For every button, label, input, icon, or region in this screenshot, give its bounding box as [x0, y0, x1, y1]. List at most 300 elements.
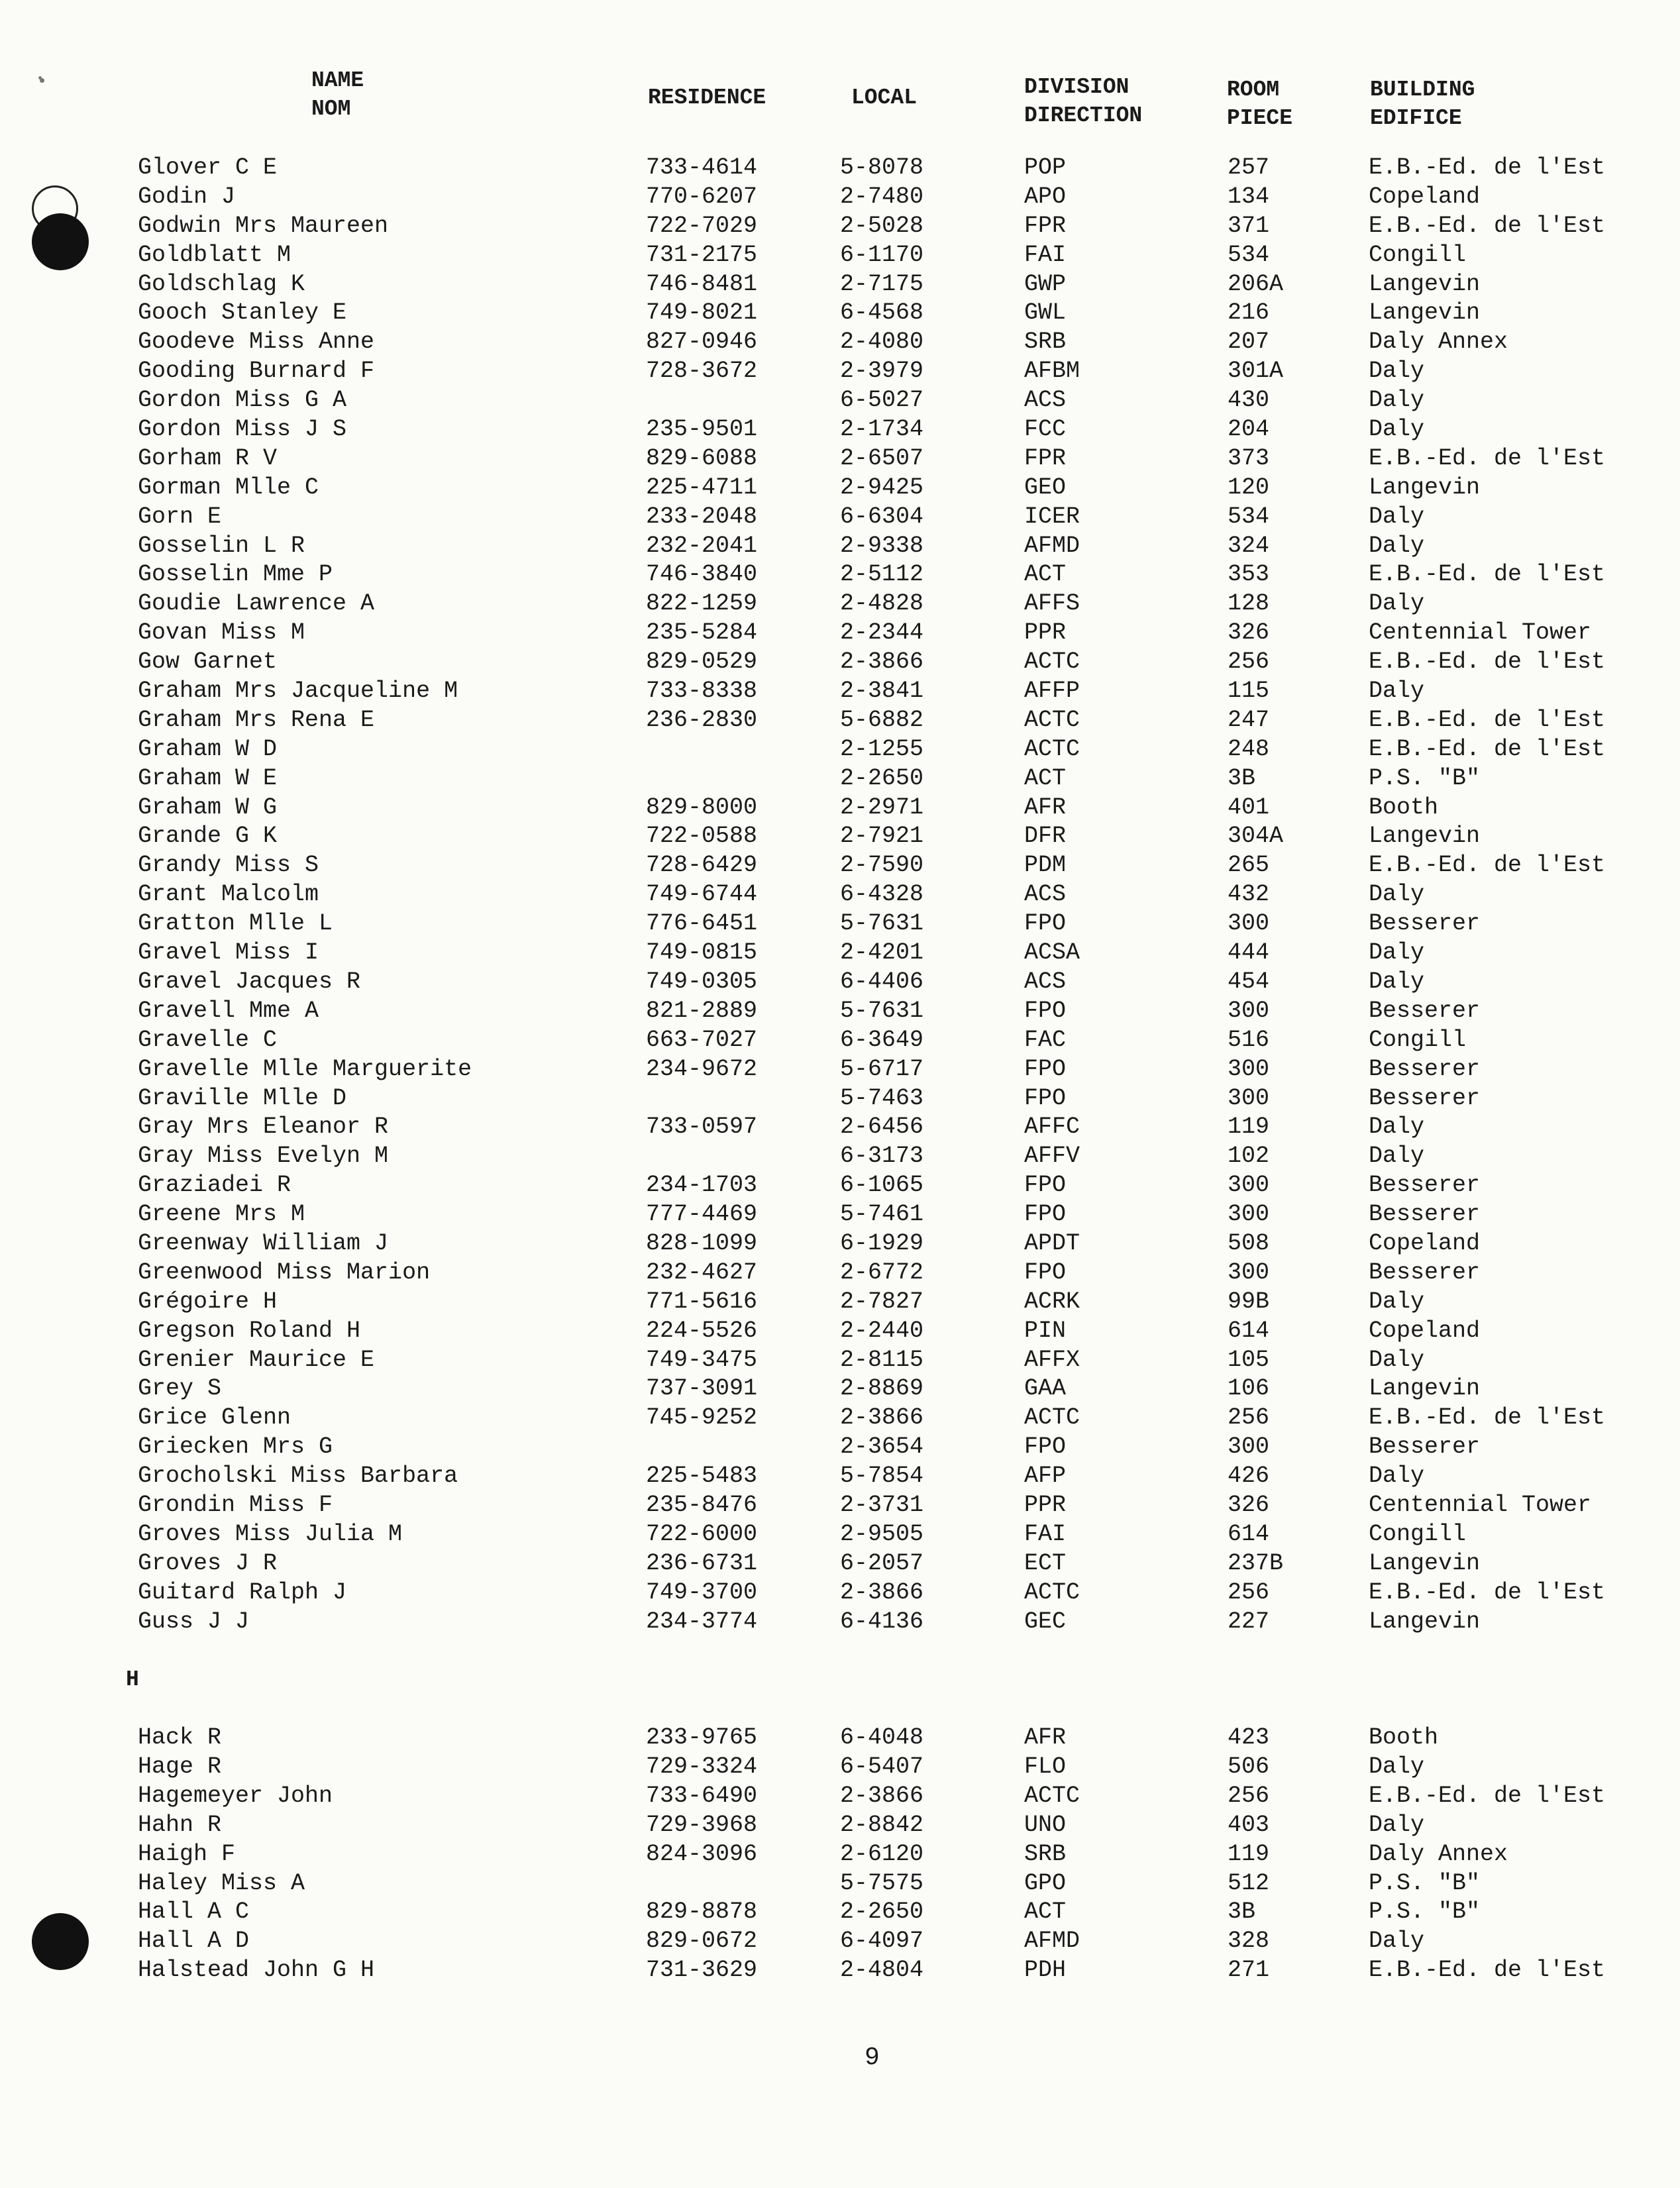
cell-div: PDM — [1024, 852, 1067, 879]
cell-name: Graham Mrs Rena E — [138, 706, 375, 733]
cell-div: GAA — [1024, 1375, 1067, 1402]
cell-bld: Daly — [1369, 1143, 1425, 1170]
cell-res: 733-8338 — [646, 678, 758, 705]
cell-bld: Besserer — [1369, 1201, 1481, 1228]
cell-res: 729-3968 — [646, 1811, 758, 1838]
cell-res: 234-1703 — [646, 1172, 758, 1199]
cell-div: FPO — [1024, 1433, 1067, 1461]
cell-room: 508 — [1228, 1229, 1270, 1257]
table-row — [0, 1898, 1680, 1927]
cell-loc: 6-4097 — [840, 1928, 924, 1955]
cell-bld: E.B.-Ed. de l'Est — [1369, 649, 1606, 676]
table-row — [0, 794, 1680, 823]
cell-name: Griecken Mrs G — [138, 1433, 333, 1461]
cell-room: 373 — [1228, 444, 1270, 472]
cell-loc: 6-2057 — [840, 1549, 924, 1577]
header-residence: RESIDENCE — [648, 85, 766, 110]
cell-div: AFR — [1024, 794, 1067, 821]
cell-res: 737-3091 — [646, 1375, 758, 1402]
cell-bld: Langevin — [1369, 270, 1481, 297]
cell-loc: 2-9425 — [840, 474, 924, 501]
cell-name: Haigh F — [138, 1840, 236, 1867]
cell-name: Govan Miss M — [138, 619, 305, 647]
cell-loc: 2-9338 — [840, 532, 924, 559]
cell-loc: 2-9505 — [840, 1520, 924, 1547]
table-row — [0, 183, 1680, 212]
cell-name: Halstead John G H — [138, 1957, 375, 1984]
header-division-en: DIVISION — [1024, 75, 1129, 99]
header-name-fr: NOM — [311, 97, 351, 121]
cell-bld: Booth — [1369, 794, 1439, 821]
cell-room: 237B — [1228, 1549, 1284, 1577]
table-row — [0, 1433, 1680, 1462]
cell-name: Graham W G — [138, 794, 278, 821]
cell-bld: Besserer — [1369, 1055, 1481, 1082]
table-row — [0, 1026, 1680, 1055]
cell-bld: P.S. "B" — [1369, 1899, 1481, 1926]
cell-loc: 2-6456 — [840, 1114, 924, 1141]
table-row — [0, 1549, 1680, 1579]
cell-loc: 5-7854 — [840, 1463, 924, 1490]
table-row — [0, 1346, 1680, 1375]
cell-bld: E.B.-Ed. de l'Est — [1369, 212, 1606, 239]
cell-name: Gratton Mlle L — [138, 910, 333, 937]
cell-loc: 6-1170 — [840, 241, 924, 268]
cell-room: 353 — [1228, 561, 1270, 588]
cell-loc: 6-6304 — [840, 503, 924, 530]
table-row — [0, 532, 1680, 561]
cell-res: 235-9501 — [646, 416, 758, 443]
table-row — [0, 1375, 1680, 1404]
cell-res: 746-3840 — [646, 561, 758, 588]
cell-bld: P.S. "B" — [1369, 1869, 1481, 1897]
cell-room: 326 — [1228, 619, 1270, 647]
directory-list — [0, 154, 1680, 1985]
cell-room: 512 — [1228, 1869, 1270, 1897]
cell-name: Gordon Miss J S — [138, 416, 347, 443]
cell-room: 534 — [1228, 241, 1270, 268]
cell-name: Gravelle Mlle Marguerite — [138, 1055, 472, 1082]
cell-loc: 5-6717 — [840, 1055, 924, 1082]
cell-res: 728-3672 — [646, 358, 758, 385]
cell-bld: Daly — [1369, 968, 1425, 995]
cell-room: 423 — [1228, 1724, 1270, 1751]
cell-div: AFFX — [1024, 1346, 1080, 1373]
table-row — [0, 910, 1680, 939]
table-row — [0, 1579, 1680, 1608]
cell-res: 829-0672 — [646, 1928, 758, 1955]
cell-room: 300 — [1228, 1084, 1270, 1112]
spacer-row — [0, 1636, 1680, 1665]
table-row — [0, 1404, 1680, 1433]
cell-name: Graham W E — [138, 764, 278, 792]
cell-name: Gorham R V — [138, 444, 278, 472]
table-row — [0, 1317, 1680, 1346]
cell-bld: E.B.-Ed. de l'Est — [1369, 852, 1606, 879]
cell-loc: 2-5112 — [840, 561, 924, 588]
cell-loc: 2-7480 — [840, 183, 924, 210]
cell-bld: Daly — [1369, 939, 1425, 966]
table-row — [0, 968, 1680, 997]
cell-bld: Langevin — [1369, 1608, 1481, 1635]
cell-div: FCC — [1024, 416, 1067, 443]
cell-room: 256 — [1228, 649, 1270, 676]
cell-div: PPR — [1024, 1491, 1067, 1518]
cell-bld: Daly — [1369, 358, 1425, 385]
cell-loc: 5-8078 — [840, 154, 924, 181]
cell-room: 426 — [1228, 1463, 1270, 1490]
cell-name: Gravelle C — [138, 1026, 278, 1053]
cell-name: Hall A D — [138, 1928, 250, 1955]
cell-room: 247 — [1228, 706, 1270, 733]
cell-name: Grégoire H — [138, 1288, 278, 1315]
cell-div: FAC — [1024, 1026, 1067, 1053]
cell-div: ICER — [1024, 503, 1080, 530]
cell-room: 204 — [1228, 416, 1270, 443]
cell-bld: Besserer — [1369, 1433, 1481, 1461]
cell-bld: Daly — [1369, 590, 1425, 617]
cell-bld: Besserer — [1369, 1259, 1481, 1286]
cell-res: 729-3324 — [646, 1753, 758, 1780]
cell-loc: 2-1734 — [840, 416, 924, 443]
cell-div: AFFV — [1024, 1143, 1080, 1170]
cell-room: 328 — [1228, 1928, 1270, 1955]
section-letter — [0, 1665, 1680, 1694]
cell-name: Grice Glenn — [138, 1404, 291, 1432]
cell-name: Haley Miss A — [138, 1869, 305, 1897]
cell-bld: Langevin — [1369, 823, 1481, 850]
cell-loc: 2-3731 — [840, 1491, 924, 1518]
header-name-en: NAME — [311, 68, 364, 93]
table-row — [0, 997, 1680, 1026]
cell-name: Gorn E — [138, 503, 222, 530]
cell-room: 265 — [1228, 852, 1270, 879]
cell-div: ACT — [1024, 1899, 1067, 1926]
cell-bld: Daly — [1369, 1463, 1425, 1490]
cell-div: AFFS — [1024, 590, 1080, 617]
cell-name: Hagemeyer John — [138, 1782, 333, 1809]
cell-room: 119 — [1228, 1840, 1270, 1867]
cell-res: 821-2889 — [646, 997, 758, 1024]
cell-name: Guss J J — [138, 1608, 250, 1635]
cell-room: 102 — [1228, 1143, 1270, 1170]
cell-res: 829-8878 — [646, 1899, 758, 1926]
cell-res: 749-0815 — [646, 939, 758, 966]
cell-loc: 2-3866 — [840, 649, 924, 676]
cell-bld: Daly Annex — [1369, 329, 1508, 356]
cell-name: Gravel Jacques R — [138, 968, 361, 995]
cell-div: ACTC — [1024, 735, 1080, 762]
table-row — [0, 1811, 1680, 1840]
cell-name: Gravel Miss I — [138, 939, 319, 966]
cell-loc: 2-8842 — [840, 1811, 924, 1838]
cell-loc: 2-4804 — [840, 1957, 924, 1984]
table-row — [0, 880, 1680, 910]
cell-room: 326 — [1228, 1491, 1270, 1518]
cell-name: Greenway William J — [138, 1229, 389, 1257]
table-row — [0, 822, 1680, 851]
header-room-fr: PIECE — [1227, 106, 1293, 130]
cell-room: 257 — [1228, 154, 1270, 181]
cell-name: Gregson Roland H — [138, 1317, 361, 1344]
cell-bld: Congill — [1369, 1520, 1467, 1547]
cell-res: 232-4627 — [646, 1259, 758, 1286]
header-building — [1370, 76, 1475, 132]
cell-room: 300 — [1228, 1172, 1270, 1199]
cell-name: Graville Mlle D — [138, 1084, 347, 1112]
table-row — [0, 1288, 1680, 1317]
cell-name: Grocholski Miss Barbara — [138, 1463, 458, 1490]
cell-loc: 2-7590 — [840, 852, 924, 879]
cell-res: 728-6429 — [646, 852, 758, 879]
cell-div: AFMD — [1024, 532, 1080, 559]
cell-name: Goodeve Miss Anne — [138, 329, 375, 356]
cell-bld: Daly — [1369, 881, 1425, 908]
cell-room: 216 — [1228, 299, 1270, 327]
table-row — [0, 648, 1680, 677]
cell-name: Godwin Mrs Maureen — [138, 212, 389, 239]
cell-bld: Daly — [1369, 1114, 1425, 1141]
cell-name: Goldblatt M — [138, 241, 291, 268]
table-row — [0, 1782, 1680, 1811]
cell-loc: 2-2650 — [840, 1899, 924, 1926]
cell-res: 770-6207 — [646, 183, 758, 210]
cell-name: Goudie Lawrence A — [138, 590, 375, 617]
cell-loc: 5-7461 — [840, 1201, 924, 1228]
cell-room: 403 — [1228, 1811, 1270, 1838]
cell-bld: Besserer — [1369, 1084, 1481, 1112]
table-row — [0, 1927, 1680, 1956]
cell-name: Hahn R — [138, 1811, 222, 1838]
table-row — [0, 1200, 1680, 1229]
cell-loc: 2-7827 — [840, 1288, 924, 1315]
cell-res: 746-8481 — [646, 270, 758, 297]
cell-res: 663-7027 — [646, 1026, 758, 1053]
cell-div: GEC — [1024, 1608, 1067, 1635]
cell-name: Groves J R — [138, 1549, 278, 1577]
cell-res: 827-0946 — [646, 329, 758, 356]
cell-name: Greenwood Miss Marion — [138, 1259, 431, 1286]
table-row — [0, 939, 1680, 968]
cell-name: Gorman Mlle C — [138, 474, 319, 501]
cell-loc: 6-1065 — [840, 1172, 924, 1199]
cell-name: Gray Mrs Eleanor R — [138, 1114, 389, 1141]
cell-loc: 2-6120 — [840, 1840, 924, 1867]
section-letter-label: H — [126, 1667, 139, 1693]
cell-div: ACS — [1024, 968, 1067, 995]
cell-res: 776-6451 — [646, 910, 758, 937]
cell-res: 236-2830 — [646, 706, 758, 733]
cell-div: FPR — [1024, 212, 1067, 239]
cell-res: 225-5483 — [646, 1463, 758, 1490]
table-row — [0, 560, 1680, 590]
cell-div: AFFP — [1024, 678, 1080, 705]
cell-res: 235-5284 — [646, 619, 758, 647]
cell-res: 234-9672 — [646, 1055, 758, 1082]
cell-div: FPO — [1024, 997, 1067, 1024]
cell-bld: Copeland — [1369, 1229, 1481, 1257]
cell-room: 401 — [1228, 794, 1270, 821]
table-row — [0, 1055, 1680, 1084]
cell-room: 300 — [1228, 1433, 1270, 1461]
table-row — [0, 357, 1680, 386]
cell-div: FAI — [1024, 1520, 1067, 1547]
table-row — [0, 212, 1680, 241]
cell-div: AFBM — [1024, 358, 1080, 385]
cell-room: 444 — [1228, 939, 1270, 966]
cell-name: Gordon Miss G A — [138, 387, 347, 414]
cell-room: 115 — [1228, 678, 1270, 705]
cell-loc: 2-7921 — [840, 823, 924, 850]
cell-name: Gooding Burnard F — [138, 358, 375, 385]
cell-res: 233-2048 — [646, 503, 758, 530]
table-row — [0, 677, 1680, 706]
table-row — [0, 851, 1680, 880]
cell-loc: 2-2440 — [840, 1317, 924, 1344]
cell-res: 224-5526 — [646, 1317, 758, 1344]
cell-res: 722-6000 — [646, 1520, 758, 1547]
cell-div: ACTC — [1024, 706, 1080, 733]
cell-loc: 2-2344 — [840, 619, 924, 647]
cell-name: Hage R — [138, 1753, 222, 1780]
cell-div: ACRK — [1024, 1288, 1080, 1315]
table-row — [0, 1840, 1680, 1869]
cell-bld: Daly — [1369, 1928, 1425, 1955]
cell-bld: Copeland — [1369, 183, 1481, 210]
cell-div: GWL — [1024, 299, 1067, 327]
cell-room: 120 — [1228, 474, 1270, 501]
cell-name: Gooch Stanley E — [138, 299, 347, 327]
cell-res: 829-6088 — [646, 444, 758, 472]
cell-bld: E.B.-Ed. de l'Est — [1369, 444, 1606, 472]
cell-bld: Daly — [1369, 1753, 1425, 1780]
cell-bld: E.B.-Ed. de l'Est — [1369, 1957, 1606, 1984]
cell-div: AFFC — [1024, 1114, 1080, 1141]
cell-bld: E.B.-Ed. de l'Est — [1369, 735, 1606, 762]
cell-bld: Besserer — [1369, 910, 1481, 937]
cell-div: FPO — [1024, 1055, 1067, 1082]
cell-name: Graham Mrs Jacqueline M — [138, 678, 458, 705]
cell-loc: 5-7631 — [840, 910, 924, 937]
cell-div: DFR — [1024, 823, 1067, 850]
cell-loc: 2-2650 — [840, 764, 924, 792]
cell-div: GEO — [1024, 474, 1067, 501]
cell-res: 771-5616 — [646, 1288, 758, 1315]
cell-room: 227 — [1228, 1608, 1270, 1635]
cell-bld: Congill — [1369, 1026, 1467, 1053]
cell-room: 128 — [1228, 590, 1270, 617]
cell-room: 304A — [1228, 823, 1284, 850]
cell-room: 324 — [1228, 532, 1270, 559]
cell-div: ACSA — [1024, 939, 1080, 966]
cell-bld: Daly Annex — [1369, 1840, 1508, 1867]
table-row — [0, 241, 1680, 270]
cell-div: SRB — [1024, 329, 1067, 356]
cell-name: Greene Mrs M — [138, 1201, 305, 1228]
cell-bld: Centennial Tower — [1369, 619, 1592, 647]
cell-div: ACTC — [1024, 649, 1080, 676]
cell-res: 749-3700 — [646, 1579, 758, 1606]
cell-div: ACT — [1024, 764, 1067, 792]
cell-loc: 6-3649 — [840, 1026, 924, 1053]
header-local: LOCAL — [851, 85, 918, 110]
cell-room: 371 — [1228, 212, 1270, 239]
cell-div: APO — [1024, 183, 1067, 210]
cell-room: 506 — [1228, 1753, 1270, 1780]
table-row — [0, 386, 1680, 415]
cell-loc: 6-4136 — [840, 1608, 924, 1635]
cell-room: 271 — [1228, 1957, 1270, 1984]
cell-room: 256 — [1228, 1782, 1270, 1809]
table-row — [0, 1491, 1680, 1520]
cell-div: ACT — [1024, 561, 1067, 588]
header-building-fr: EDIFICE — [1370, 106, 1462, 130]
cell-div: UNO — [1024, 1811, 1067, 1838]
cell-div: FPR — [1024, 444, 1067, 472]
table-row — [0, 1956, 1680, 1985]
cell-room: 256 — [1228, 1404, 1270, 1432]
cell-res: 777-4469 — [646, 1201, 758, 1228]
header-room — [1227, 76, 1292, 132]
cell-name: Groves Miss Julia M — [138, 1520, 403, 1547]
cell-res: 722-0588 — [646, 823, 758, 850]
cell-room: 300 — [1228, 1201, 1270, 1228]
cell-div: PIN — [1024, 1317, 1067, 1344]
cell-bld: Daly — [1369, 387, 1425, 414]
cell-bld: Daly — [1369, 1346, 1425, 1373]
cell-loc: 5-6882 — [840, 706, 924, 733]
cell-res: 829-8000 — [646, 794, 758, 821]
table-row — [0, 735, 1680, 764]
table-row — [0, 328, 1680, 357]
header-division — [1024, 73, 1142, 130]
cell-div: ACS — [1024, 881, 1067, 908]
cell-bld: Booth — [1369, 1724, 1439, 1751]
cell-loc: 2-4828 — [840, 590, 924, 617]
cell-bld: Besserer — [1369, 997, 1481, 1024]
cell-loc: 2-5028 — [840, 212, 924, 239]
cell-bld: Copeland — [1369, 1317, 1481, 1344]
header-name — [311, 66, 364, 123]
cell-name: Grondin Miss F — [138, 1491, 333, 1518]
cell-name: Goldschlag K — [138, 270, 305, 297]
cell-loc: 2-4080 — [840, 329, 924, 356]
cell-loc: 2-6507 — [840, 444, 924, 472]
cell-loc: 2-7175 — [840, 270, 924, 297]
cell-res: 234-3774 — [646, 1608, 758, 1635]
cell-div: PDH — [1024, 1957, 1067, 1984]
cell-bld: Langevin — [1369, 299, 1481, 327]
cell-res: 745-9252 — [646, 1404, 758, 1432]
cell-room: 3B — [1228, 1899, 1256, 1926]
cell-div: ACTC — [1024, 1579, 1080, 1606]
cell-res: 225-4711 — [646, 474, 758, 501]
cell-div: FAI — [1024, 241, 1067, 268]
cell-div: GPO — [1024, 1869, 1067, 1897]
table-row — [0, 503, 1680, 532]
cell-res: 733-6490 — [646, 1782, 758, 1809]
cell-res: 824-3096 — [646, 1840, 758, 1867]
cell-name: Hall A C — [138, 1899, 250, 1926]
cell-room: 300 — [1228, 1259, 1270, 1286]
cell-res: 722-7029 — [646, 212, 758, 239]
header-room-en: ROOM — [1227, 78, 1280, 102]
cell-div: AFR — [1024, 1724, 1067, 1751]
cell-loc: 2-1255 — [840, 735, 924, 762]
cell-loc: 6-4568 — [840, 299, 924, 327]
cell-res: 233-9765 — [646, 1724, 758, 1751]
page-number: 9 — [865, 2044, 880, 2072]
